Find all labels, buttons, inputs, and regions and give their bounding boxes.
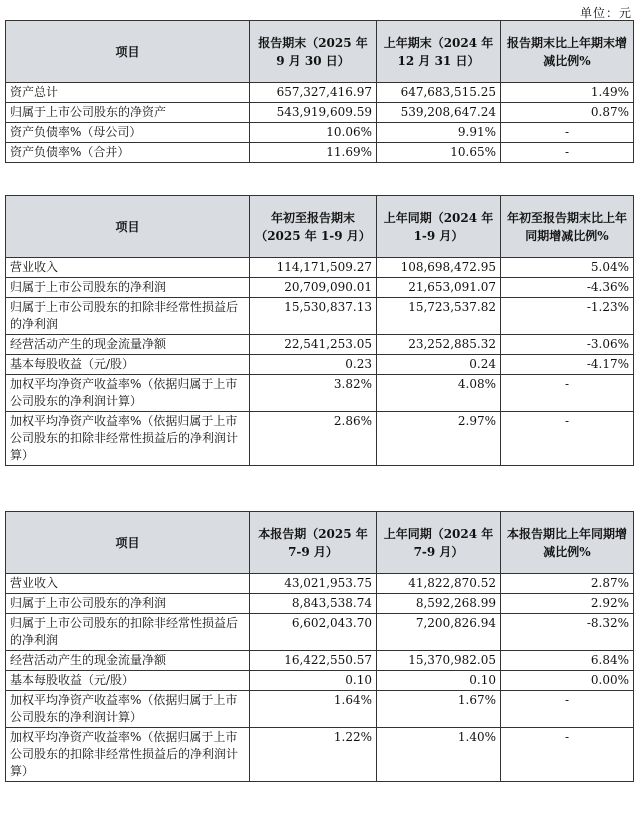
- cell-change: -: [501, 123, 634, 143]
- row-label: 加权平均净资产收益率%（依据归属于上市公司股东的扣除非经常性损益后的净利润计算）: [6, 412, 250, 466]
- table-row: [6, 614, 634, 651]
- cell-value: 0.24: [377, 355, 501, 375]
- header-change-pct: 年初至报告期末比上年同期增减比例%: [501, 196, 634, 258]
- row-label: 基本每股收益（元/股）: [6, 671, 250, 691]
- cell-change: -: [501, 375, 634, 412]
- table-row: [6, 143, 634, 163]
- row-label: 经营活动产生的现金流量净额: [6, 335, 250, 355]
- cell-value: 22,541,253.05: [250, 335, 377, 355]
- table-row: [6, 651, 634, 671]
- cell-value: 15,723,537.82: [377, 298, 501, 335]
- quarter-indicators-table: [5, 511, 634, 782]
- table-row: [6, 298, 634, 335]
- row-label: 加权平均净资产收益率%（依据归属于上市公司股东的净利润计算）: [6, 691, 250, 728]
- cell-value: 15,370,982.05: [377, 651, 501, 671]
- table-row: [6, 671, 634, 691]
- table-row: [6, 412, 634, 466]
- header-period-end: 报告期末（2025 年 9 月 30 日）: [250, 21, 377, 83]
- cell-value: 1.64%: [250, 691, 377, 728]
- table-row: [6, 375, 634, 412]
- cell-value: 23,252,885.32: [377, 335, 501, 355]
- cell-value: 0.10: [377, 671, 501, 691]
- cell-change: 2.92%: [501, 594, 634, 614]
- row-label: 资产负债率%（母公司）: [6, 123, 250, 143]
- cell-value: 543,919,609.59: [250, 103, 377, 123]
- cell-value: 1.40%: [377, 728, 501, 782]
- row-label: 资产负债率%（合并）: [6, 143, 250, 163]
- cell-value: 1.22%: [250, 728, 377, 782]
- row-label: 资产总计: [6, 83, 250, 103]
- cell-change: 1.49%: [501, 83, 634, 103]
- table-row: [6, 691, 634, 728]
- cell-value: 108,698,472.95: [377, 258, 501, 278]
- row-label: 归属于上市公司股东的净利润: [6, 594, 250, 614]
- cell-change: -: [501, 728, 634, 782]
- cell-value: 9.91%: [377, 123, 501, 143]
- cell-value: 41,822,870.52: [377, 574, 501, 594]
- cell-value: 539,208,647.24: [377, 103, 501, 123]
- cell-change: 2.87%: [501, 574, 634, 594]
- cell-value: 6,602,043.70: [250, 614, 377, 651]
- header-prior-ytd: 上年同期（2024 年 1-9 月）: [377, 196, 501, 258]
- cell-change: 6.84%: [501, 651, 634, 671]
- row-label: 加权平均净资产收益率%（依据归属于上市公司股东的扣除非经常性损益后的净利润计算）: [6, 728, 250, 782]
- row-label: 归属于上市公司股东的净利润: [6, 278, 250, 298]
- cell-change: -8.32%: [501, 614, 634, 651]
- cell-change: -: [501, 143, 634, 163]
- table-row: [6, 258, 634, 278]
- cell-value: 8,592,268.99: [377, 594, 501, 614]
- cell-value: 10.65%: [377, 143, 501, 163]
- header-current-period: 本报告期（2025 年 7-9 月）: [250, 512, 377, 574]
- table-row: [6, 123, 634, 143]
- cell-value: 657,327,416.97: [250, 83, 377, 103]
- cell-value: 2.86%: [250, 412, 377, 466]
- table-row: [6, 335, 634, 355]
- cell-change: -4.17%: [501, 355, 634, 375]
- cell-value: 8,843,538.74: [250, 594, 377, 614]
- header-item: 项目: [6, 196, 250, 258]
- cell-change: -3.06%: [501, 335, 634, 355]
- table-row: [6, 574, 634, 594]
- cell-value: 1.67%: [377, 691, 501, 728]
- cell-value: 43,021,953.75: [250, 574, 377, 594]
- row-label: 归属于上市公司股东的扣除非经常性损益后的净利润: [6, 298, 250, 335]
- header-item: 项目: [6, 512, 250, 574]
- cell-change: -1.23%: [501, 298, 634, 335]
- table-row: [6, 594, 634, 614]
- header-prior-period: 上年同期（2024 年 7-9 月）: [377, 512, 501, 574]
- header-change-pct: 报告期末比上年期末增减比例%: [501, 21, 634, 83]
- cell-value: 10.06%: [250, 123, 377, 143]
- header-change-pct: 本报告期比上年同期增减比例%: [501, 512, 634, 574]
- cell-change: -: [501, 412, 634, 466]
- cell-change: -: [501, 691, 634, 728]
- cell-change: -4.36%: [501, 278, 634, 298]
- row-label: 归属于上市公司股东的净资产: [6, 103, 250, 123]
- header-item: 项目: [6, 21, 250, 83]
- cell-value: 3.82%: [250, 375, 377, 412]
- header-prior-year-end: 上年期末（2024 年 12 月 31 日）: [377, 21, 501, 83]
- table-row: [6, 728, 634, 782]
- cell-value: 4.08%: [377, 375, 501, 412]
- row-label: 营业收入: [6, 574, 250, 594]
- cell-value: 21,653,091.07: [377, 278, 501, 298]
- row-label: 营业收入: [6, 258, 250, 278]
- cell-value: 16,422,550.57: [250, 651, 377, 671]
- balance-indicators-table: [5, 20, 634, 163]
- row-label: 加权平均净资产收益率%（依据归属于上市公司股东的净利润计算）: [6, 375, 250, 412]
- cell-change: 5.04%: [501, 258, 634, 278]
- cell-value: 20,709,090.01: [250, 278, 377, 298]
- table-row: [6, 278, 634, 298]
- table-row: [6, 83, 634, 103]
- row-label: 经营活动产生的现金流量净额: [6, 651, 250, 671]
- cell-value: 0.10: [250, 671, 377, 691]
- row-label: 基本每股收益（元/股）: [6, 355, 250, 375]
- cell-value: 2.97%: [377, 412, 501, 466]
- unit-label: 单位：元: [579, 6, 632, 20]
- cell-value: 0.23: [250, 355, 377, 375]
- cell-value: 11.69%: [250, 143, 377, 163]
- cell-change: 0.87%: [501, 103, 634, 123]
- cell-value: 15,530,837.13: [250, 298, 377, 335]
- cell-value: 114,171,509.27: [250, 258, 377, 278]
- row-label: 归属于上市公司股东的扣除非经常性损益后的净利润: [6, 614, 250, 651]
- header-ytd: 年初至报告期末（2025 年 1-9 月）: [250, 196, 377, 258]
- cell-value: 7,200,826.94: [377, 614, 501, 651]
- table-row: [6, 355, 634, 375]
- ytd-indicators-table: [5, 195, 634, 466]
- cell-value: 647,683,515.25: [377, 83, 501, 103]
- cell-change: 0.00%: [501, 671, 634, 691]
- table-row: [6, 103, 634, 123]
